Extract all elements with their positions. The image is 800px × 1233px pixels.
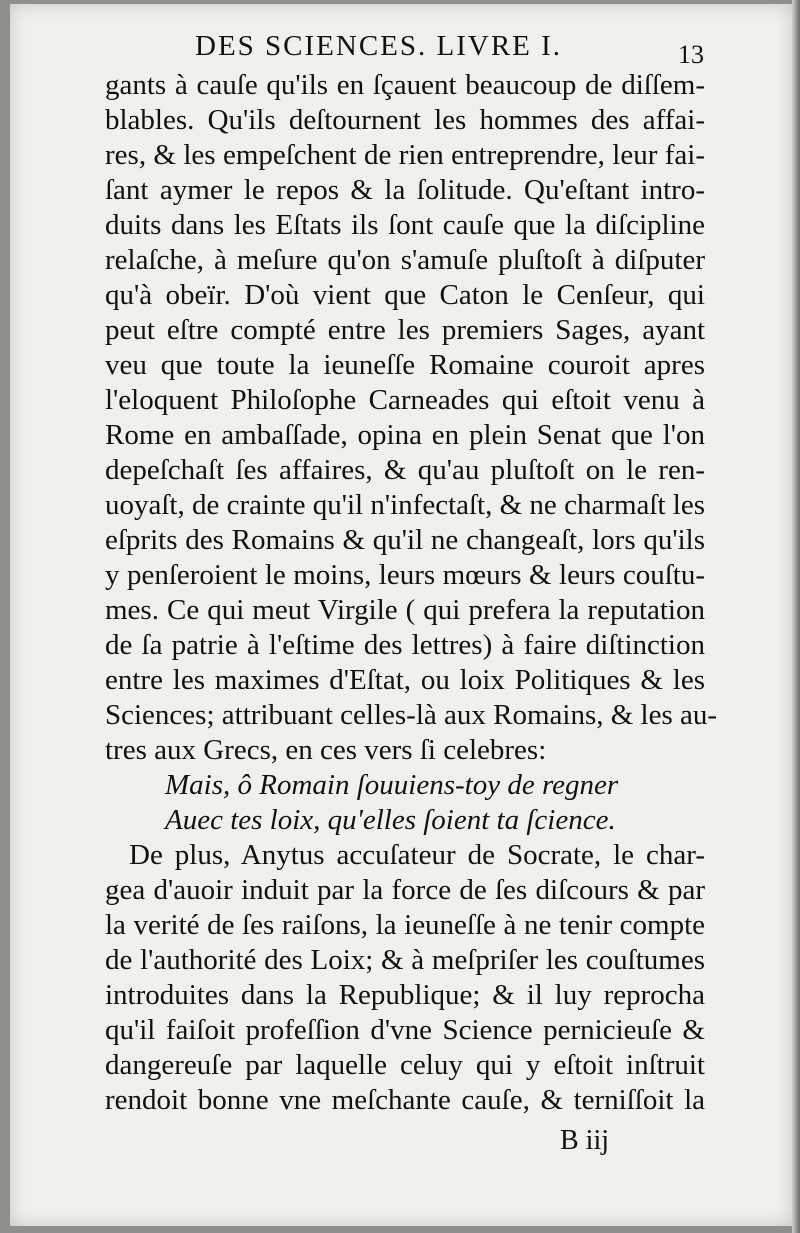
text-line: qu'à obeïr. D'où vient que Caton le Cenſeur, qui	[105, 279, 705, 311]
text-line: Sciences; attribuant celles-là aux Romains, & les au-	[105, 699, 718, 731]
text-line: de l'authorité des Loix; & à meſpriſer les couſtumes	[105, 944, 705, 976]
text-line: depeſchaſt ſes affaires, & qu'au pluſtoſt on le ren-	[105, 454, 705, 486]
text-line: tres aux Grecs, en ces vers ſi celebres:	[105, 734, 547, 766]
text-line: gea d'auoir induit par la force de ſes diſcours & par	[105, 874, 705, 906]
text-line: peut eſtre compté entre les premiers Sages, ayant	[105, 314, 705, 346]
text-line: dangereuſe par laquelle celuy qui y eſtoit inſtruit	[105, 1049, 705, 1081]
text-line: la verité de ſes raiſons, la ieuneſſe à ne tenir compte	[105, 909, 705, 941]
text-line: gants à cauſe qu'ils en ſçauent beaucoup de diſſem-	[105, 69, 705, 101]
text-line: mes. Ce qui meut Virgile ( qui prefera la reputation	[105, 594, 705, 626]
signature-mark: B iij	[560, 1125, 610, 1156]
text-line: y penſeroient le moins, leurs mœurs & leurs couſtu-	[105, 559, 705, 591]
text-line: qu'il faiſoit profeſſion d'vne Science pernicieuſe &	[105, 1014, 705, 1046]
text-line: introduites dans la Republique; & il luy reprocha	[105, 979, 705, 1011]
text-line: eſprits des Romains & qu'il ne changeaſt, lors qu'ils	[105, 524, 705, 556]
text-line: ſant aymer le repos & la ſolitude. Qu'eſtant intro-	[105, 174, 705, 206]
text-line: Rome en ambaſſade, opina en plein Senat que l'on	[105, 419, 705, 451]
text-line: uoyaſt, de crainte qu'il n'infectaſt, & ne charmaſt les	[105, 489, 705, 521]
text-line: res, & les empeſchent de rien entreprendre, leur fai-	[105, 139, 705, 171]
text-line: de ſa patrie à l'eſtime des lettres) à faire diſtinction	[105, 629, 705, 661]
text-line: blables. Qu'ils deſtournent les hommes des affai-	[105, 104, 705, 136]
body-text	[105, 68, 718, 1118]
page-edge-shadow	[792, 0, 800, 1233]
text-line: rendoit bonne vne meſchante cauſe, & terniſſoit la	[105, 1084, 705, 1116]
text-line: entre les maximes d'Eſtat, ou loix Politiques & les	[105, 664, 705, 696]
text-line: veu que toute la ieuneſſe Romaine couroit apres	[105, 349, 705, 381]
running-title: DES SCIENCES. LIVRE I.	[195, 30, 563, 62]
verse-line: Mais, ô Romain ſouuiens-toy de regner	[165, 769, 619, 801]
text-line: De plus, Anytus accuſateur de Socrate, le char-	[129, 839, 705, 871]
text-line: relaſche, à meſure qu'on s'amuſe pluſtoſt à diſputer	[105, 244, 705, 276]
verse-line: Auec tes loix, qu'elles ſoient ta ſcience.	[165, 804, 616, 836]
page-number: 13	[678, 40, 704, 69]
text-line: duits dans les Eſtats ils ſont cauſe que la diſcipline	[105, 209, 705, 241]
text-line: l'eloquent Philoſophe Carneades qui eſtoit venu à	[105, 384, 705, 416]
